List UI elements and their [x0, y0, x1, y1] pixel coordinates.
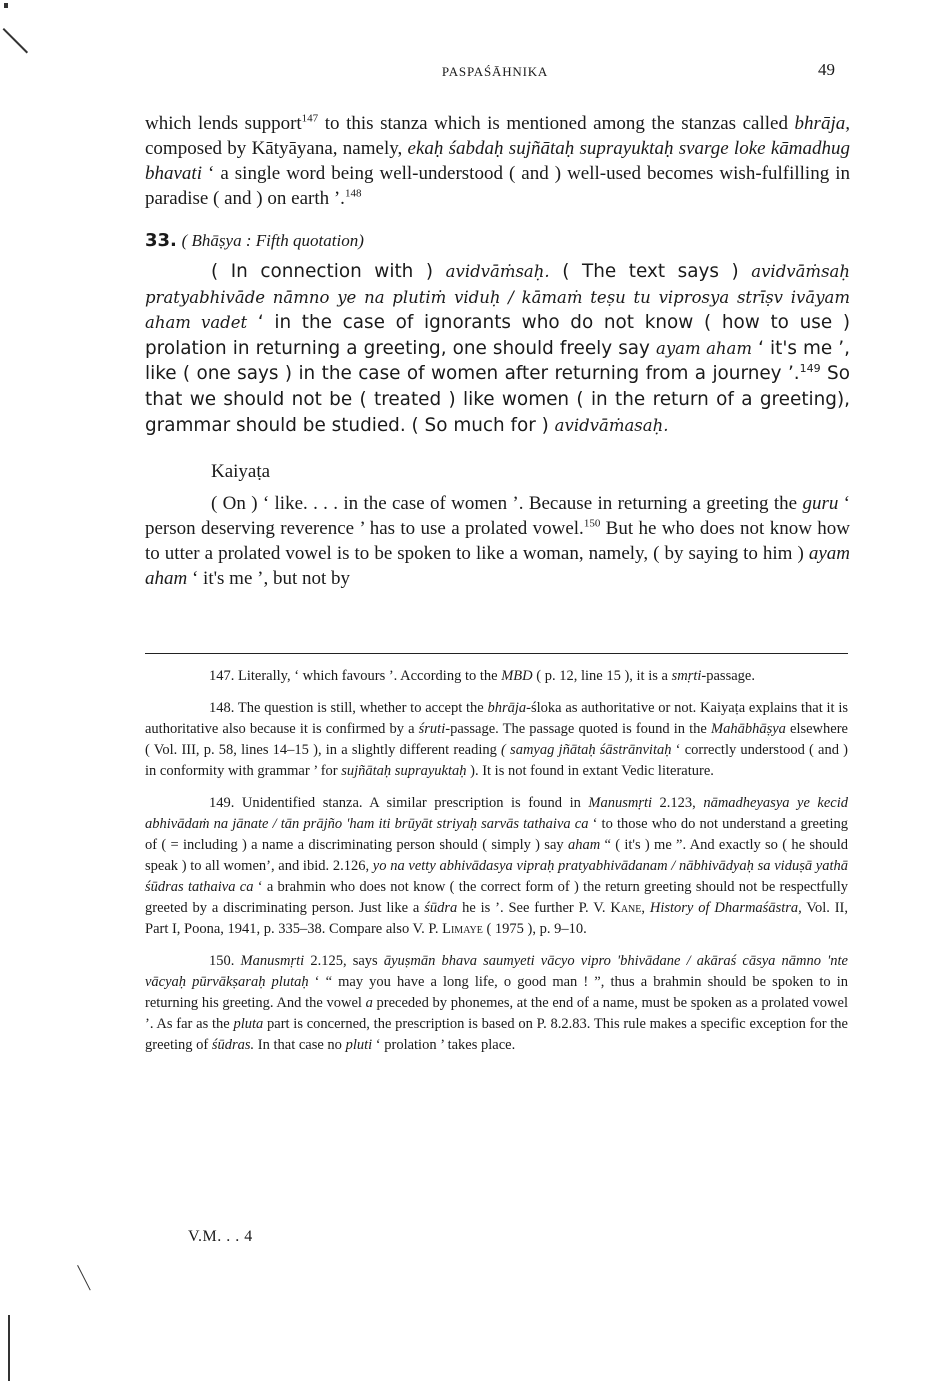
kaiyata-heading: Kaiyaṭa: [211, 461, 271, 483]
scan-mark-dot: [4, 3, 8, 8]
footnote-ref-150[interactable]: 150: [583, 517, 601, 530]
signature-mark: V.M. . . 4: [188, 1228, 253, 1245]
section-title: ( Bhāṣya : Fifth quotation): [181, 231, 364, 250]
footnote-divider: [145, 653, 848, 654]
footnotes: [145, 666, 848, 1067]
page-header: [145, 60, 845, 84]
main-text: [145, 111, 850, 591]
sanskrit-quote: ekaḥ śabdaḥ sujñātaḥ suprayuktaḥ svarge loke kāmadhug bhavati: [145, 138, 850, 184]
page-number: 49: [818, 60, 835, 79]
scan-mark-left: [77, 1265, 91, 1291]
section-number: 33.: [145, 230, 177, 251]
footnote-149: 149. Unidentified stanza. A similar prescription is found in Manusmṛti 2.123, nāmadheyasya ye kecid abhivādaṁ na jānate / tān prājño 'ham iti brūyāt striyaḥ sarvās tathaiva ca ‘ to those who do not understand a greeting of ( = including ) a name a discriminating person should ( simply ) say aham “ ( it's ) me ”. And exactly so ( he should speak ) to all women’, and ibid. 2.126, yo na vetty abhivādasya vipraḥ pratyabhivādanam / nābhivādyaḥ sa viduṣā yathā śūdras tathaiva ca ‘ a brahmin who does not know ( the correct form of ) the return greeting should not be respectfully greeted by a discriminating person. Just like a śūdra he is ’. See further P. V. Kane, History of Dharmaśāstra, Vol. II, Part I, Poona, 1941, p. 335–38. Compare also V. P. Limaye ( 1975 ), p. 9–10.: [145, 795, 849, 937]
footnote-ref-147[interactable]: 147: [301, 112, 319, 125]
footnote-148: 148. The question is still, whether to accept the bhrāja-śloka as authoritative or not. Kaiyaṭa explains that it is authoritative also because it is confirmed by a śruti-passage. The passage quoted is found in the Mahābhāṣya elsewhere ( Vol. III, p. 58, lines 14–15 ), in a slightly different reading ( samyag jñātaḥ śāstrānvitaḥ ‘ correctly understood ( and ) in conformity with grammar ’ for sujñātaḥ suprayuktaḥ ). It is not found in extant Vedic literature.: [145, 700, 849, 779]
footnote-ref-149[interactable]: 149: [799, 362, 821, 376]
paragraph-avidvamsah: ( In connection with ) avidvāṁsaḥ. ( The text says ) avidvāṁsaḥ pratyabhivāde nāmno ye na plutiṁ viduḥ / kāmaṁ teṣu tu viprosya strīṣv ivāyam aham vadet ‘ in the case of ignorants who do not know ( how to use ) prolation in returning a greeting, one should freely say ayam aham ‘ it's me ’, like ( one says ) in the case of women after returning from a journey ’.$^{149}$ So that we should not be ( treated ) like women ( in the return of a greeting), grammar should be studied. ( So much for ) avidvāṁasaḥ.: [145, 261, 851, 436]
footnote-150: 150. Manusmṛti 2.125, says āyuṣmān bhava saumyeti vācyo vipro 'bhivādane / akāraś cāsya nāmno 'nte vācyaḥ pūrvākṣaraḥ plutaḥ ‘ “ may you have a long life, o good man ! ”, thus a brahmin should be spoken to in returning his greeting. And the vowel a preceded by phonemes, at the end of a name, must be spoken as a prolated vowel ’. As far as the pluta part is concerned, the prescription is based on P. 8.2.83. This rule makes a specific exception for the greeting of śūdras. In that case no pluti ‘ prolation ’ takes place.: [145, 953, 848, 1053]
paragraph-kaiyata: ( On ) ‘ like. . . . in the case of women ’. Because in returning a greeting the guru ‘ person deserving reverence ’ has to use a prolated vowel.$^{150}$ But he who does not know how to utter a prolated vowel is to be spoken to like a woman, namely, ( by saying to him ) ayam aham ‘ it's me ’, but not by: [145, 493, 851, 590]
section-heading: [145, 228, 850, 253]
paragraph-bhraja: which lends support$^{147}$ to this stanza which is mentioned among the stanzas called bhrāja, composed by Kātyāyana, namely, ekaḥ śabdaḥ sujñātaḥ suprayuktaḥ svarge loke kāmadhug bhavati ‘ a single word being well-understood ( and ) well-used becomes wish-fulfilling in paradise ( and ) on earth ’.$^{148}$: [145, 112, 850, 209]
scan-mark-diagonal: [3, 28, 28, 53]
footnote-ref-148[interactable]: 148: [344, 187, 362, 200]
footnote-147: 147. Literally, ‘ which favours ’. According to the MBD ( p. 12, line 15 ), it is a smṛti-passage.: [209, 668, 755, 684]
scan-mark-bar: [8, 1315, 10, 1381]
sanskrit-quote: avidvāṁsaḥ pratyabhivāde nāmno ye na plutiṁ viduḥ / kāmaṁ teṣu tu viprosya strīṣv ivāyam aham vadet: [145, 262, 850, 333]
running-head: PASPAŚĀHNIKA: [441, 64, 549, 79]
